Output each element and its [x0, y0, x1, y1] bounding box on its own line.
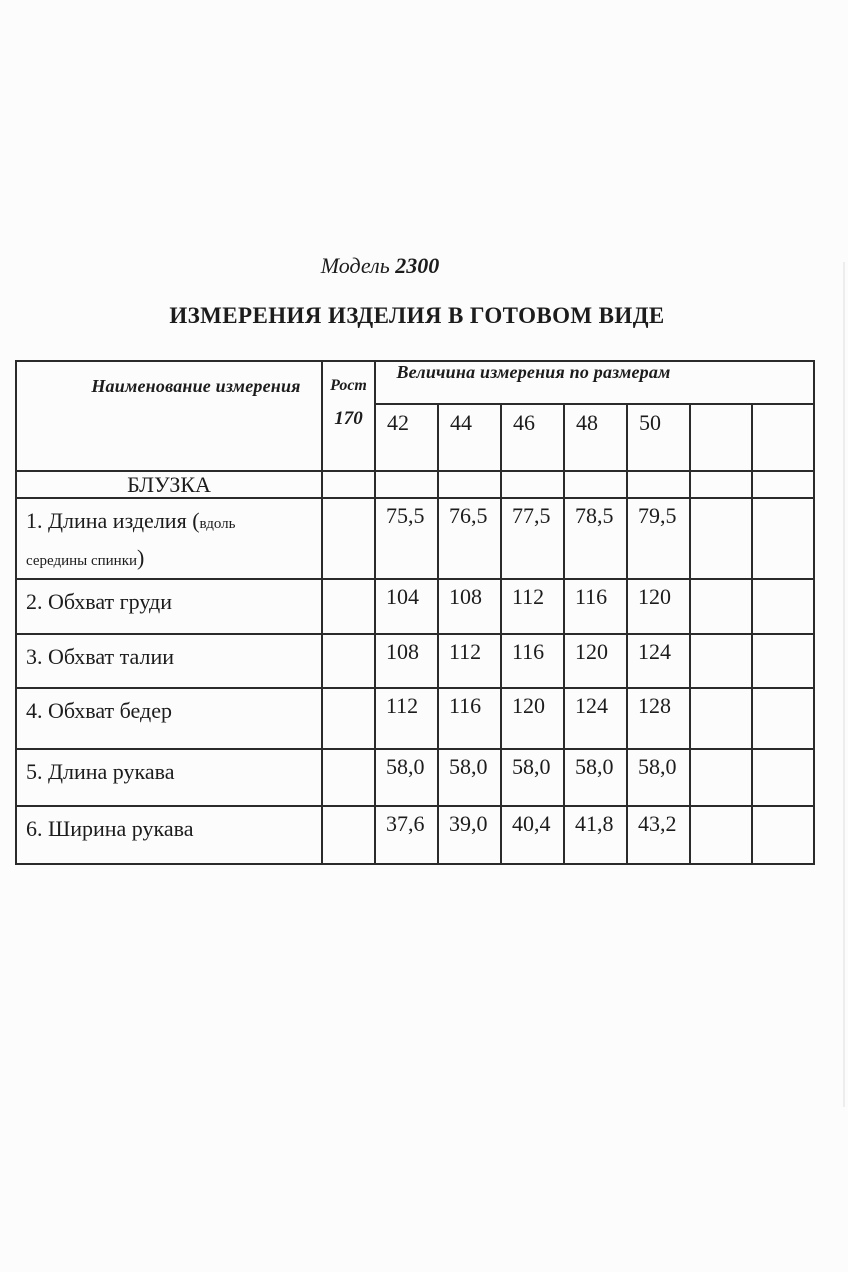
size-value-cell [752, 688, 814, 749]
table-row [16, 749, 814, 806]
col-header-measurement-name: Наименование измерения [16, 361, 322, 471]
measurement-name: 6. Ширина рукава [26, 816, 194, 842]
height-value-cell [322, 688, 375, 749]
size-value-cell: 75,5 [375, 498, 438, 579]
size-value-cell: 37,6 [375, 806, 438, 864]
col-header-sizes-span: Величина измерения по размерам [375, 361, 814, 404]
model-number: 2300 [395, 253, 440, 278]
size-value-cell: 58,0 [564, 749, 627, 806]
table-row [16, 806, 814, 864]
size-value-cell: 58,0 [627, 749, 690, 806]
size-value-cell: 40,4 [501, 806, 564, 864]
page-edge-shadow [843, 262, 845, 1107]
section-row [16, 471, 814, 498]
measurement-name-suffix: ) [137, 545, 145, 571]
height-value-cell [322, 634, 375, 688]
size-col-header-50: 50 [627, 404, 690, 471]
measurement-name-cell [16, 688, 322, 749]
size-value-cell: 128 [627, 688, 690, 749]
col-header-height [322, 361, 375, 471]
size-col-header-44: 44 [438, 404, 501, 471]
document-subtitle: ИЗМЕРЕНИЯ ИЗДЕЛИЯ В ГОТОВОМ ВИДЕ [169, 303, 665, 328]
height-value-cell [322, 498, 375, 579]
measurement-note-line1: вдоль [199, 516, 236, 533]
size-value-cell [690, 634, 752, 688]
empty-cell [322, 471, 375, 498]
size-value-cell [752, 498, 814, 579]
measurement-name: 1. Длина изделия ( [26, 508, 200, 534]
size-value-cell: 76,5 [438, 498, 501, 579]
size-value-cell [690, 806, 752, 864]
size-value-cell: 120 [501, 688, 564, 749]
empty-cell [752, 471, 814, 498]
model-label: Модель [320, 253, 390, 278]
size-col-header-46: 46 [501, 404, 564, 471]
size-value-cell: 104 [375, 579, 438, 634]
height-label: Рост [330, 377, 367, 394]
size-value-cell [690, 688, 752, 749]
height-value-cell [322, 806, 375, 864]
size-value-cell [690, 579, 752, 634]
size-value-cell: 41,8 [564, 806, 627, 864]
size-value-cell: 78,5 [564, 498, 627, 579]
empty-cell [375, 471, 438, 498]
size-value-cell [752, 806, 814, 864]
empty-cell [501, 471, 564, 498]
table-row [16, 688, 814, 749]
size-value-cell: 77,5 [501, 498, 564, 579]
size-col-header-48: 48 [564, 404, 627, 471]
size-value-cell: 108 [438, 579, 501, 634]
size-value-cell [752, 579, 814, 634]
size-value-cell: 79,5 [627, 498, 690, 579]
size-value-cell: 116 [501, 634, 564, 688]
measurements-table [15, 360, 815, 865]
size-value-cell [690, 749, 752, 806]
size-value-cell: 43,2 [627, 806, 690, 864]
measurement-name-cell [16, 749, 322, 806]
table-row [16, 579, 814, 634]
section-title: БЛУЗКА [16, 471, 322, 498]
measurement-note-line2: середины спинки [26, 553, 138, 570]
size-value-cell: 112 [501, 579, 564, 634]
size-value-cell: 58,0 [501, 749, 564, 806]
measurement-name-cell [16, 806, 322, 864]
size-value-cell: 39,0 [438, 806, 501, 864]
table-row [16, 498, 814, 579]
empty-cell [690, 471, 752, 498]
table-row [16, 634, 814, 688]
size-value-cell: 58,0 [438, 749, 501, 806]
measurement-name: 5. Длина рукава [26, 759, 175, 785]
empty-cell [627, 471, 690, 498]
size-value-cell: 116 [564, 579, 627, 634]
size-value-cell: 124 [564, 688, 627, 749]
size-col-header-empty-2 [752, 404, 814, 471]
size-col-header-42: 42 [375, 404, 438, 471]
size-value-cell [752, 634, 814, 688]
size-value-cell [752, 749, 814, 806]
height-value: 170 [334, 408, 363, 429]
size-value-cell: 108 [375, 634, 438, 688]
measurement-name: 2. Обхват груди [26, 589, 172, 615]
size-value-cell: 112 [438, 634, 501, 688]
empty-cell [564, 471, 627, 498]
header-row-top [16, 361, 814, 404]
size-value-cell: 112 [375, 688, 438, 749]
height-value-cell [322, 579, 375, 634]
measurement-name-cell [16, 498, 322, 579]
empty-cell [438, 471, 501, 498]
measurement-name: 3. Обхват талии [26, 644, 175, 670]
measurement-name: 4. Обхват бедер [26, 698, 172, 724]
size-value-cell: 58,0 [375, 749, 438, 806]
height-value-cell [322, 749, 375, 806]
measurement-name-cell [16, 634, 322, 688]
size-value-cell: 120 [564, 634, 627, 688]
size-value-cell: 124 [627, 634, 690, 688]
size-col-header-empty-1 [690, 404, 752, 471]
measurement-name-cell [16, 579, 322, 634]
size-value-cell [690, 498, 752, 579]
size-value-cell: 120 [627, 579, 690, 634]
size-value-cell: 116 [438, 688, 501, 749]
document-title [0, 254, 804, 278]
